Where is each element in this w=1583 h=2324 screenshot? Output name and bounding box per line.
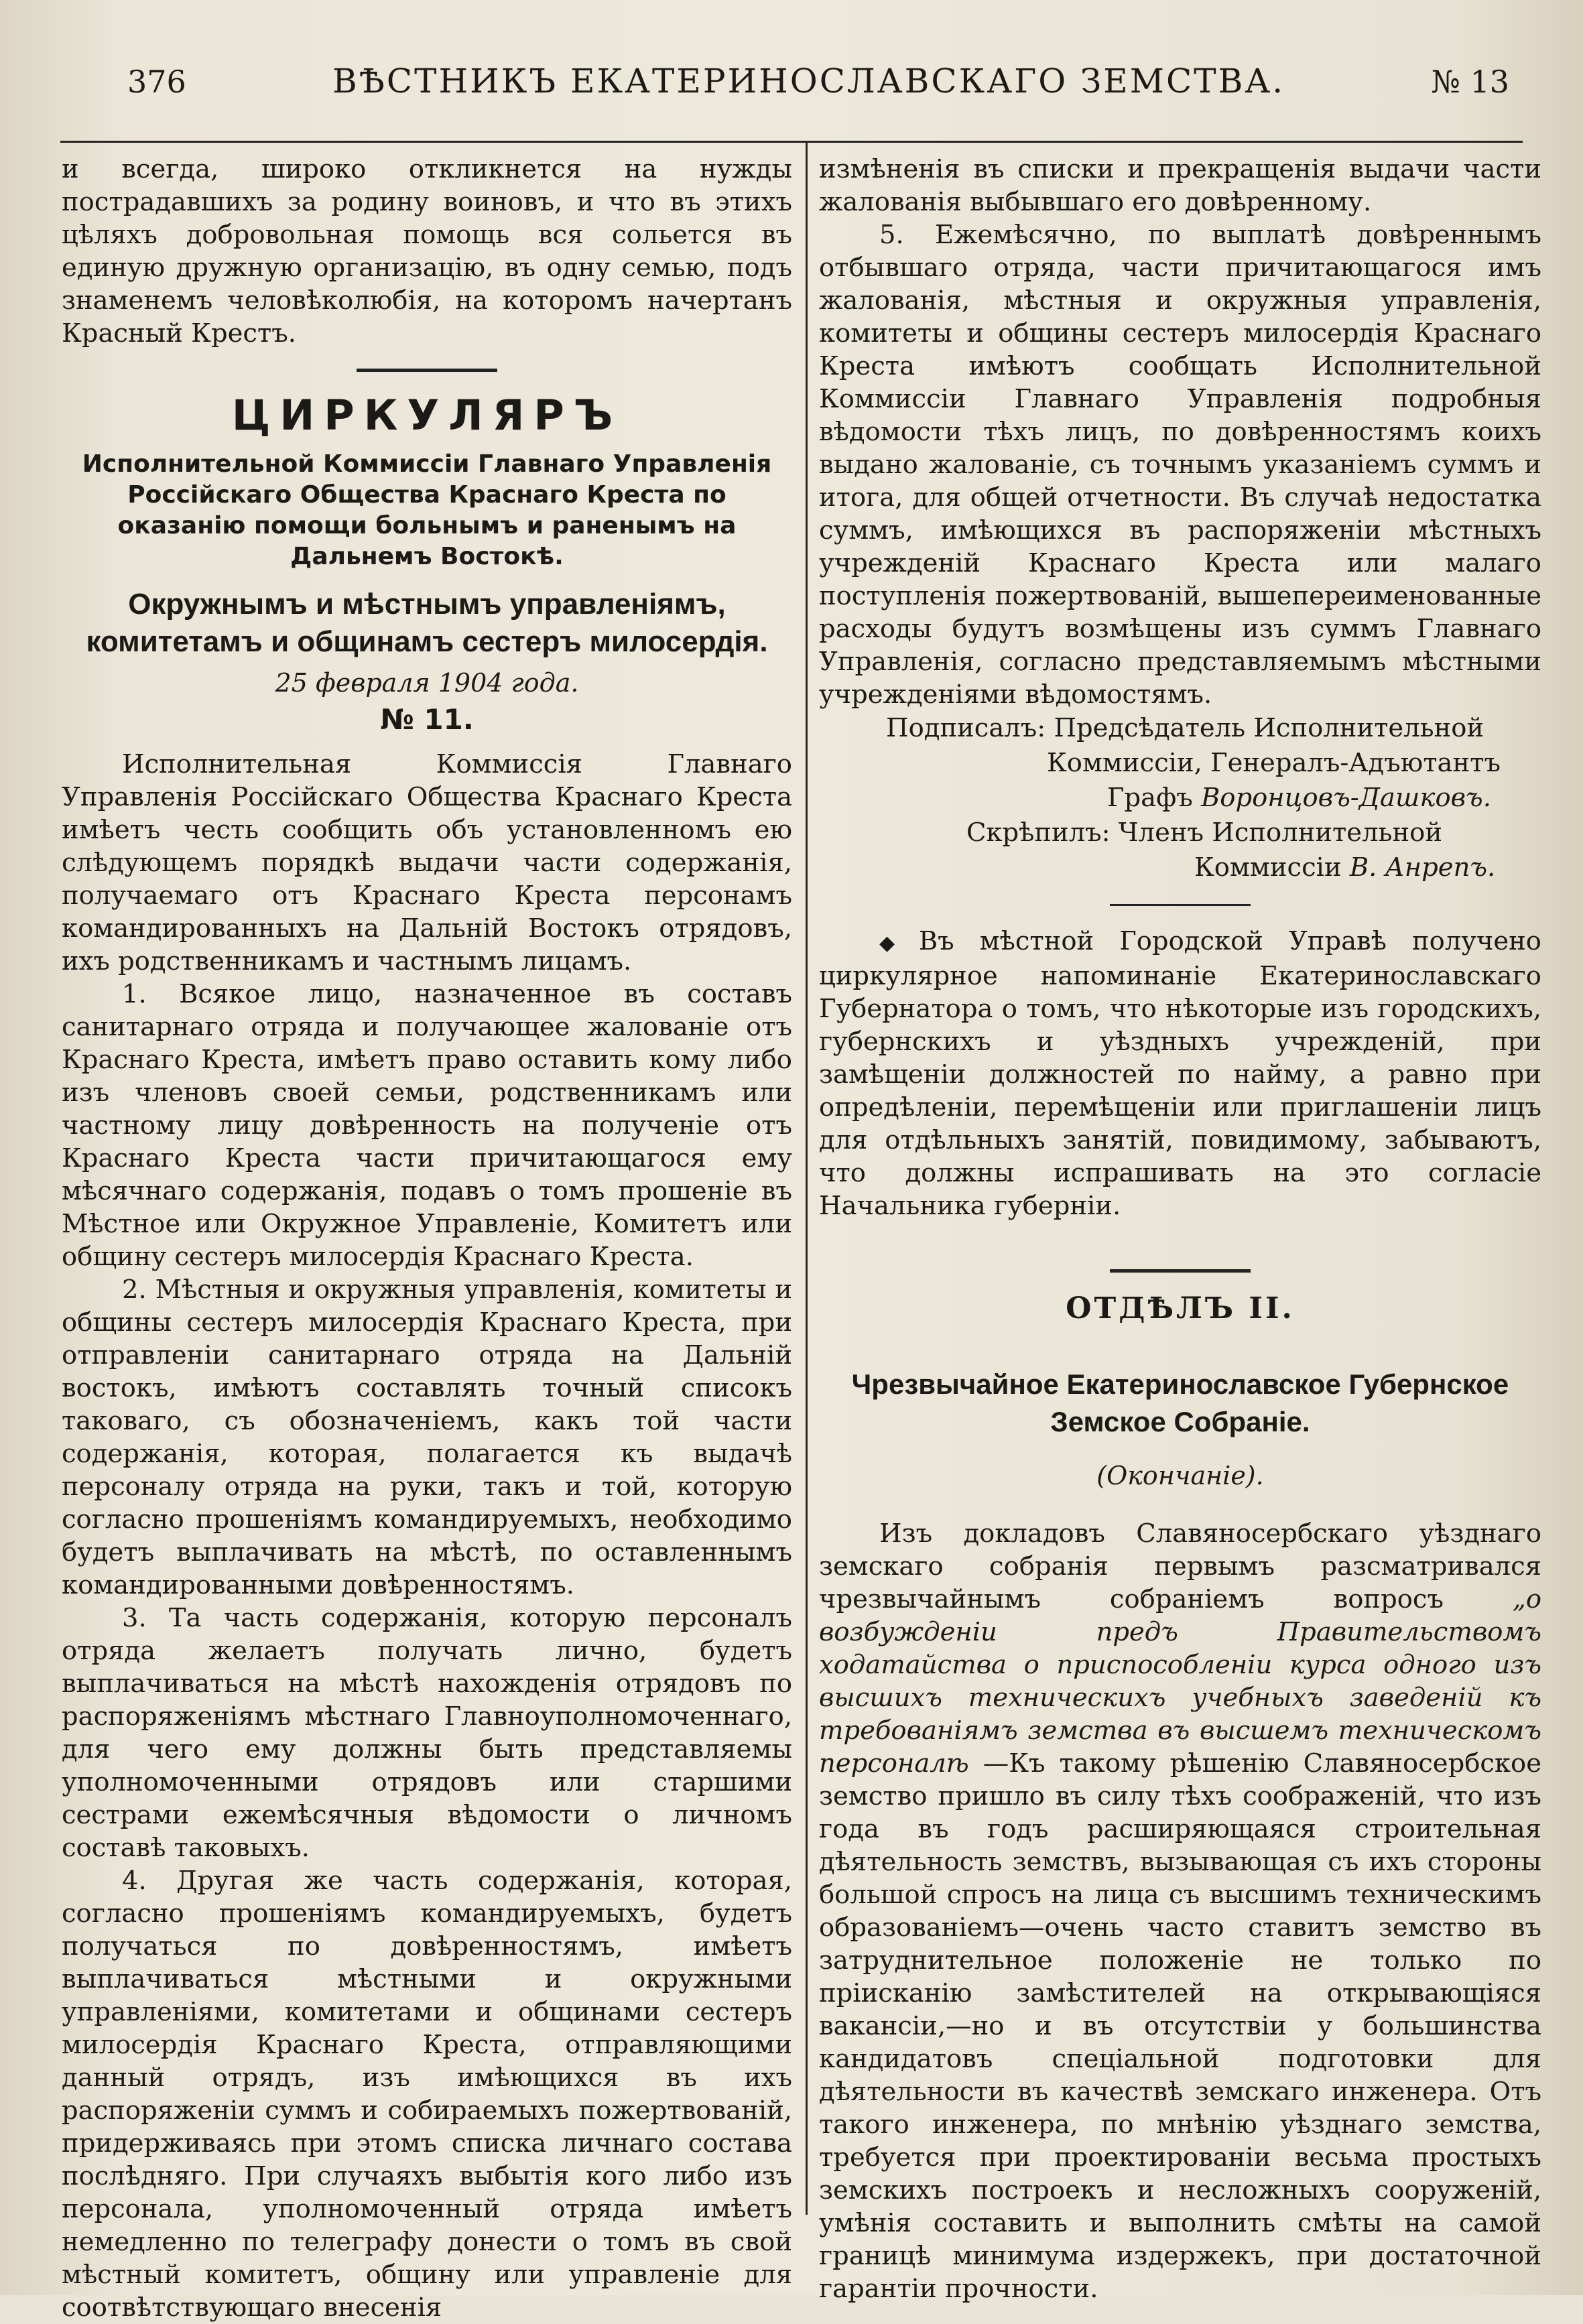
signature-line: Подписалъ: Предсѣдатель Исполнительной bbox=[886, 713, 1484, 743]
signature-block bbox=[819, 711, 1541, 885]
journal-title: ВѢСТНИКЪ ЕКАТЕРИНОСЛАВСКАГО ЗЕМСТВА. bbox=[332, 62, 1285, 101]
separator-rule bbox=[1110, 904, 1251, 906]
section-heading: ОТДѢЛЪ II. bbox=[1066, 1291, 1295, 1326]
left-column bbox=[62, 153, 792, 2324]
clause-4: 4. Другая же часть содержанія, которая, согласно прошеніямъ командируемыхъ, будетъ получаться по довѣренностямъ, имѣетъ выплачиваться мѣстными и окружными управленіями, комитетами и общинами сестеръ милосердія Краснаго Креста, отправляющими данный отрядъ, изъ имѣющихся въ ихъ распоряженіи суммъ и собираемыхъ пожертвованій, придерживаясь при этомъ списка личнаго состава послѣдняго. При случаяхъ выбытія кого либо изъ персонала, уполномоченный отряда имѣетъ немедленно по телеграфу донести о томъ въ свой мѣстный комитетъ, общину или управленіе для соотвѣтствующаго внесенія bbox=[62, 1866, 792, 2323]
diamond-bullet-icon: ◆ bbox=[879, 931, 912, 955]
clause-1: 1. Всякое лицо, назначенное въ составъ санитарнаго отряда и получающее жалованіе отъ Краснаго Креста, имѣетъ право оставить кому либо изъ членовъ своей семьи, родственникамъ или частному лицу довѣренность на полученіе отъ Краснаго Креста части причитающагося ему мѣсячнаго содержанія, подавъ о томъ прошеніе въ Мѣстное или Окружное Управленіе, Комитетъ или общину сестеръ милосердія Краснаго Креста. bbox=[62, 979, 792, 1272]
separator-rule bbox=[1110, 1269, 1251, 1273]
clause-4-continued: измѣненія въ списки и прекращенія выдачи части жалованія выбывшаго его довѣренному. bbox=[819, 154, 1541, 217]
circular-title: ЦИРКУЛЯРЪ bbox=[231, 391, 623, 440]
column-divider bbox=[806, 142, 808, 2215]
running-header bbox=[127, 62, 1509, 115]
circular-number: № 11. bbox=[380, 703, 474, 736]
assembly-report-paragraph: Изъ докладовъ Славяносербскаго уѣзднаго земскаго собранія первымъ разсматривался чрезвычайнымъ собраніемъ вопросъ „о возбужденіи предъ Правительствомъ ходатайства о приспособленіи курса одного изъ высшихъ техническихъ учебныхъ заведеній къ требованіямъ земства въ высшемъ техническомъ персоналѣ —Къ такому рѣшенію Славяносербское земство пришло въ силу тѣхъ соображеній, что изъ года въ годъ расширяющаяся строительная дѣятельность земствъ, вызывающая съ ихъ стороны большой спросъ на лица съ высшимъ техническимъ образованіемъ—очень часто ставитъ земство въ затруднительное положеніе не только по прiисканію замѣстителей на открывающіяся вакансіи,—но и въ отсутствіи у большинства кандидатовъ спеціальной подготовки для дѣятельности въ качествѣ земскаго инженера. Отъ такого инженера, по мнѣнію уѣзднаго земства, требуется при проектированіи весьма простыхъ земскихъ построекъ и несложныхъ сооруженій, умѣнія составить и выполнить смѣты на самой границѣ минимума издержекъ, при достаточной гарантіи прочности. bbox=[819, 1519, 1541, 2304]
section-title: Чрезвычайное Екатеринославское Губернское Земское Собраніе. bbox=[851, 1368, 1509, 1437]
circular-date: 25 февраля 1904 года. bbox=[275, 668, 579, 698]
signatory-name: В. Анрепъ. bbox=[1349, 852, 1496, 883]
signature-line: Коммиссіи, Генералъ-Адъютантъ bbox=[1047, 748, 1501, 778]
page-number: 376 bbox=[127, 64, 186, 100]
header-rule bbox=[60, 141, 1523, 143]
circular-subtitle: Исполнительной Коммиссіи Главнаго Управленія Россійскаго Общества Краснаго Креста по оказанію помощи больнымъ и раненымъ на Дальнемъ Востокѣ. bbox=[82, 450, 772, 570]
right-column bbox=[819, 153, 1541, 2305]
clause-2: 2. Мѣстныя и окружныя управленія, комитеты и общины сестеръ милосердія Краснаго Креста, при отправленіи санитарнаго отряда на Дальній востокъ, имѣютъ составлять точный списокъ таковаго, съ обозначеніемъ, какъ той части содержанія, которая, полагается къ выдачѣ персоналу отряда на руки, такъ и той, которую согласно прошеніямъ командируемыхъ, необходимо будетъ выплачивать на мѣстѣ, по оставленнымъ командированными довѣренностямъ. bbox=[62, 1275, 792, 1600]
circular-intro: Исполнительная Коммиссія Главнаго Управленія Россійскаго Общества Краснаго Креста имѣетъ честь сообщить объ установленномъ ею слѣдующемъ порядкѣ выдачи части содержанія, получаемаго отъ Краснаго Креста персонамъ командированныхъ на Дальній Востокъ отрядовъ, ихъ родственникамъ и частнымъ лицамъ. bbox=[62, 749, 792, 976]
news-note: ◆ Въ мѣстной Городской Управѣ получено циркулярное напоминаніе Екатеринославскаго Губернатора о томъ, что нѣкоторые изъ городскихъ, губернскихъ и уѣздныхъ учрежденій, при замѣщеніи должностей по найму, а равно при опредѣленіи, перемѣщеніи или приглашеніи лицъ для отдѣльныхъ занятій, повидимому, забываютъ, что должны испрашивать на это согласіе Начальника губерніи. bbox=[819, 926, 1541, 1221]
signature-line: Коммиссіи В. Анрепъ. bbox=[1194, 852, 1496, 883]
clause-5: 5. Ежемѣсячно, по выплатѣ довѣреннымъ отбывшаго отряда, части причитающагося имъ жалованія, мѣстныя и окружныя управленія, комитеты и общины сестеръ милосердія Краснаго Креста имѣютъ сообщать Исполнительной Коммиссіи Главнаго Управленія подробныя вѣдомости тѣхъ лицъ, по довѣренностямъ коихъ выдано жалованіе, съ точнымъ указаніемъ суммъ и итога, для общей отчетности. Въ случаѣ недостатка суммъ, имѣющихся въ распоряженіи мѣстныхъ учрежденій Краснаго Креста или малаго поступленія пожертвованій, вышепереименованные расходы будутъ возмѣщены изъ суммъ Главнаго Управленія, согласно представляемымъ мѣстными учрежденіями вѣдомостямъ. bbox=[819, 220, 1541, 710]
signatory-name: Воронцовъ-Дашковъ. bbox=[1200, 783, 1491, 813]
quoted-question: „о возбужденіи предъ Правительствомъ ходатайства о приспособленіи курса одного изъ высшихъ техническихъ учебныхъ заведеній къ требованіямъ земства въ высшемъ техническомъ персоналѣ bbox=[819, 1584, 1541, 1779]
circular-addressee: Окружнымъ и мѣстнымъ управленіямъ, комитетамъ и общинамъ сестеръ милосердія. bbox=[86, 588, 768, 658]
signature-line: Графъ Воронцовъ-Дашковъ. bbox=[1107, 783, 1491, 813]
signature-line: Скрѣпилъ: Членъ Исполнительной bbox=[966, 818, 1443, 848]
issue-number: № 13 bbox=[1431, 64, 1509, 100]
continuation-note: (Окончаніе). bbox=[1096, 1461, 1264, 1490]
clause-3: 3. Та часть содержанія, которую персоналъ отряда желаетъ получать лично, будетъ выплачиваться на мѣстѣ нахожденія отрядовъ по распоряженіямъ мѣстнаго Главноуполномоченнаго, для чего ему должны быть представляемы уполномоченными отрядовъ или старшими сестрами ежемѣсячныя вѣдомости о личномъ составѣ таковыхъ. bbox=[62, 1603, 792, 1863]
separator-rule bbox=[357, 369, 497, 372]
intro-paragraph: и всегда, широко откликнется на нужды пострадавшихъ за родину воиновъ, и что въ этихъ цѣляхъ добровольная помощь вся сольется въ единую дружную организацію, въ одну семью, подъ знаменемъ человѣколюбія, на которомъ начертанъ Красный Крестъ. bbox=[62, 154, 792, 348]
